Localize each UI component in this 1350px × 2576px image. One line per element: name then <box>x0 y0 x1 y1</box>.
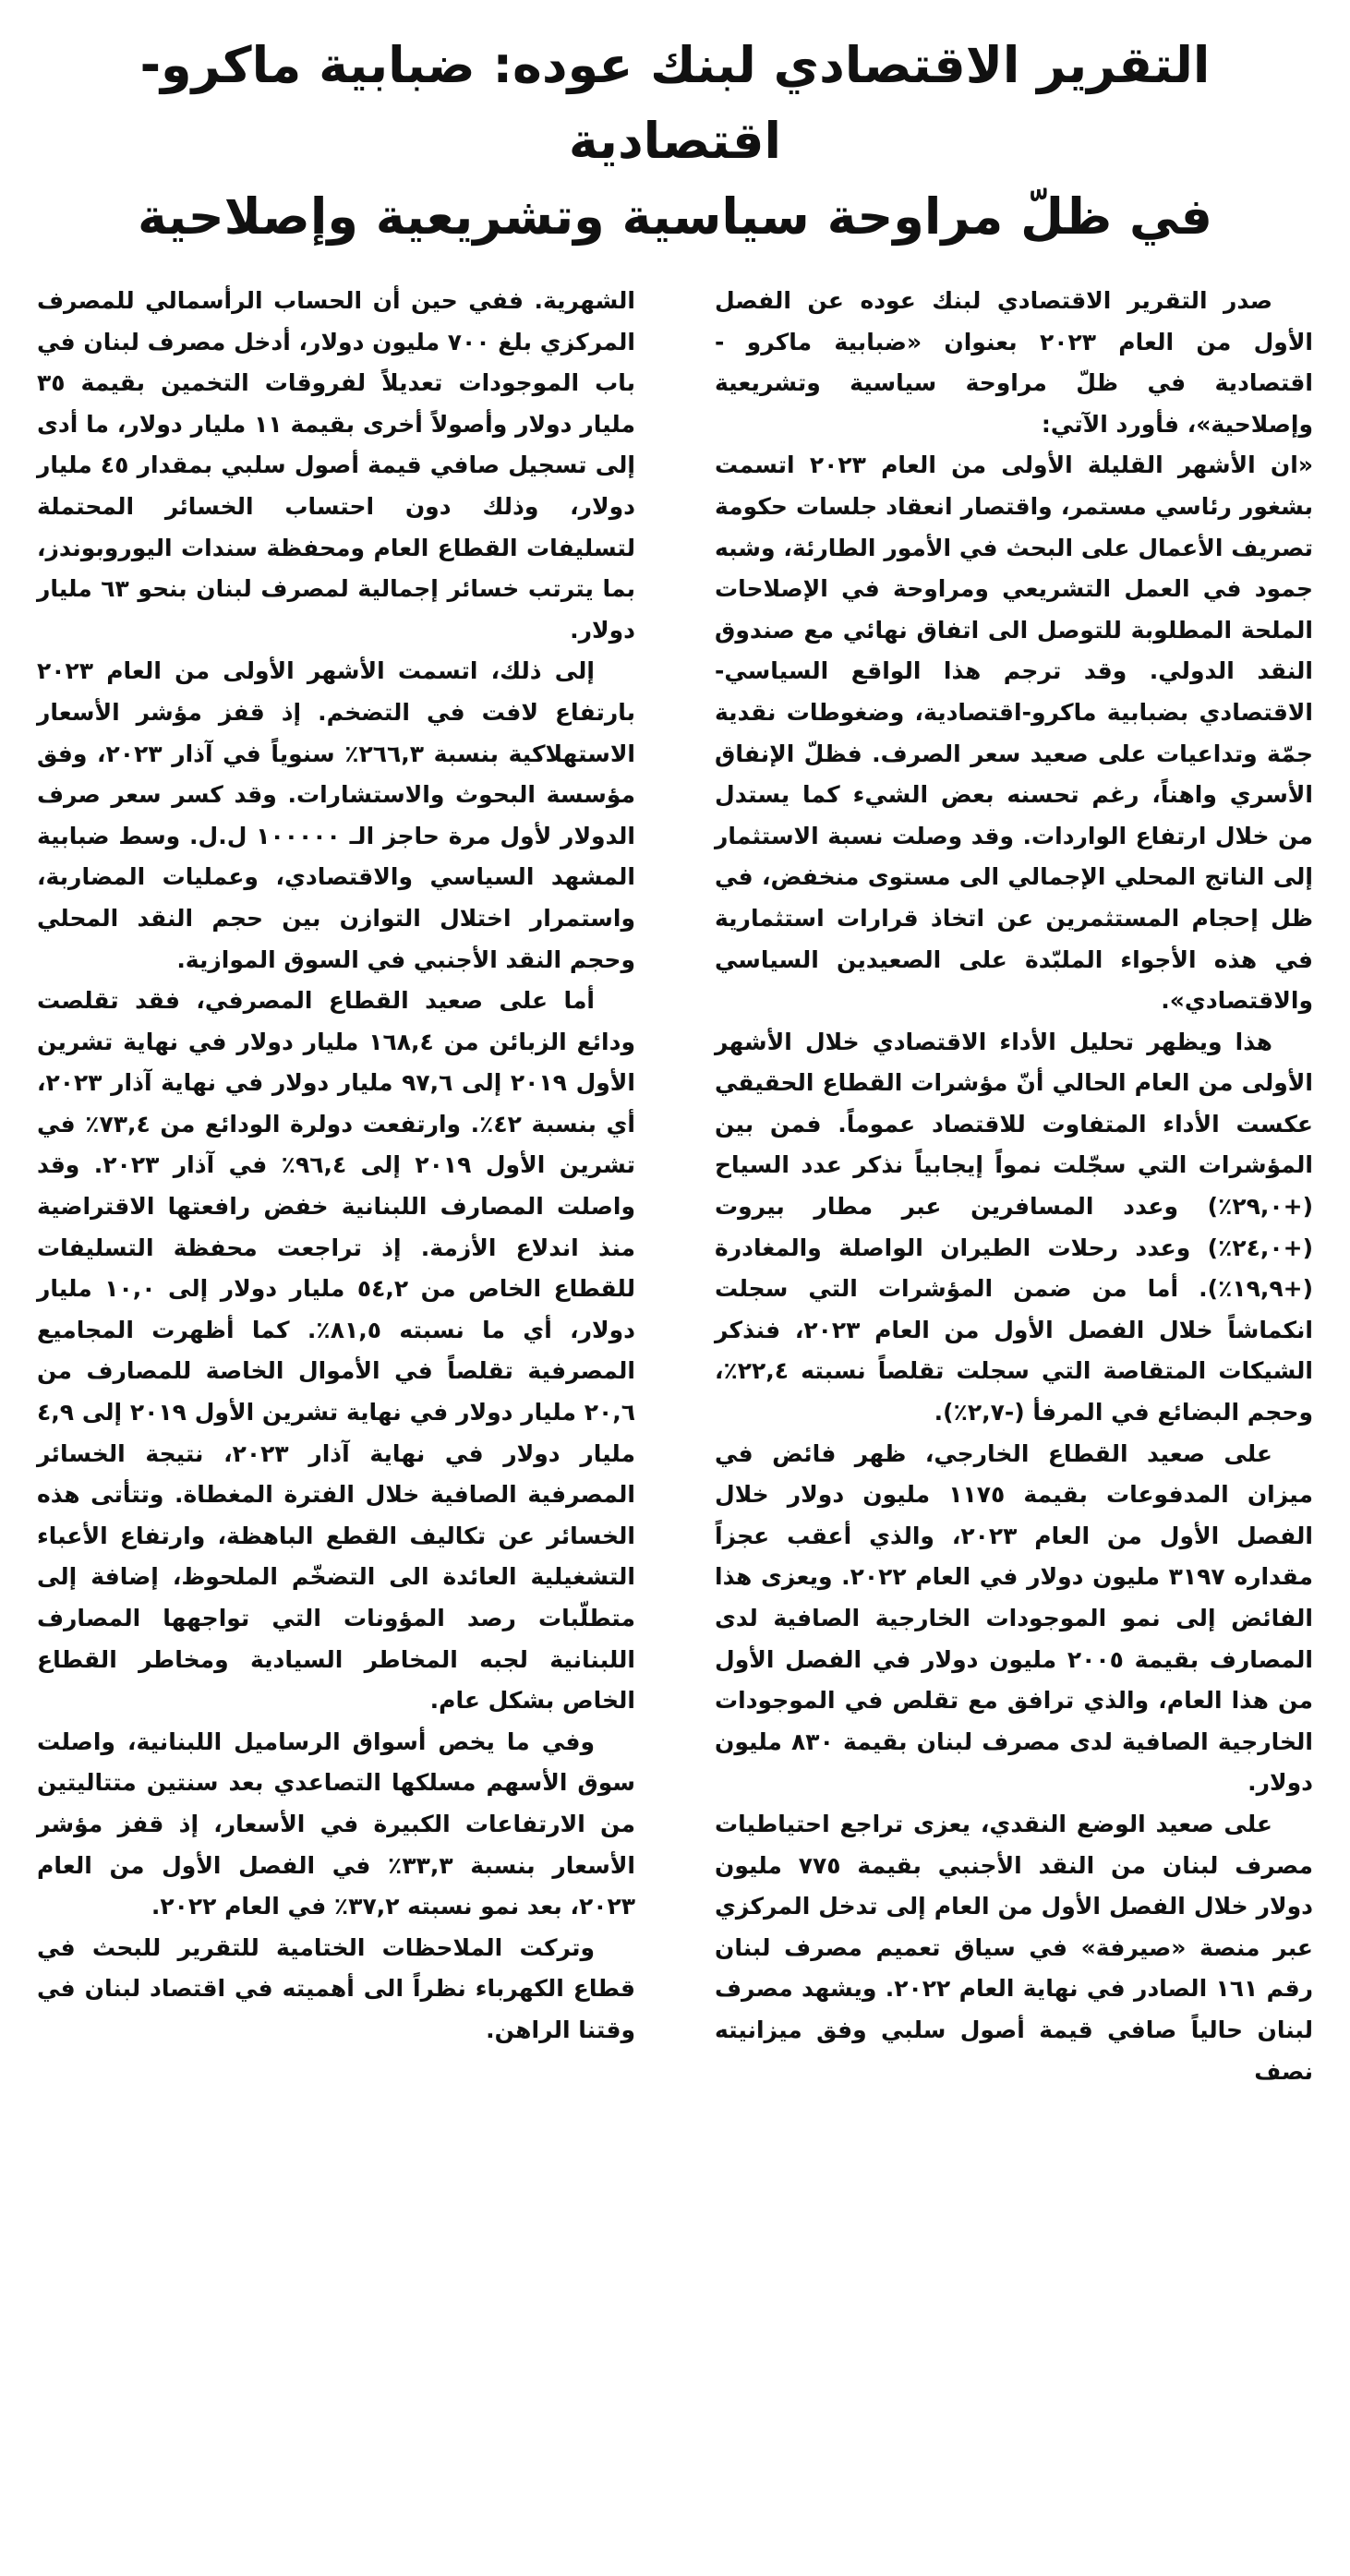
paragraph: هذا ويظهر تحليل الأداء الاقتصادي خلال الأشهر الأولى من العام الحالي أنّ مؤشرات القطاع الحقيقي عكست الأداء المتفاوت للاقتصاد عموماً. فمن بين المؤشرات التي سجّلت نمواً إيجابياً نذكر عدد السياح (+٢٩,٠٪) وعدد المسافرين عبر مطار بيروت (+٢٤,٠٪) وعدد رحلات الطيران الواصلة والمغادرة (+١٩,٩٪). أما من ضمن المؤشرات التي سجلت انكماشاً خلال الفصل الأول من العام ٢٠٢٣، فنذكر الشيكات المتقاصة التي سجلت تقلصاً نسبته ٢٢,٤٪، وحجم البضائع في المرفأ (-٢,٧٪). <box>715 1028 1313 1426</box>
paragraph: «ان الأشهر القليلة الأولى من العام ٢٠٢٣ اتسمت بشغور رئاسي مستمر، واقتصار انعقاد جلسات حكومة تصريف الأعمال على البحث في الأمور الطارئة، وشبه جمود في العمل التشريعي ومراوحة في الإصلاحات الملحة المطلوبة للتوصل الى اتفاق نهائي مع صندوق النقد الدولي. وقد ترجم هذا الواقع السياسي-الاقتصادي بضبابية ماكرو-اقتصادية، وضغوطات نقدية جمّة وتداعيات على صعيد سعر الصرف. فظلّ الإنفاق الأسري واهناً، رغم تحسنه بعض الشيء كما يستدل من خلال ارتفاع الواردات. وقد وصلت نسبة الاستثمار إلى الناتج المحلي الإجمالي الى مستوى منخفض، في ظل إحجام المستثمرين عن اتخاذ قرارات استثمارية في هذه الأجواء الملبّدة على الصعيدين السياسي والاقتصادي». <box>715 451 1313 1015</box>
headline-line-1: التقرير الاقتصادي لبنك عوده: ضبابية ماكرو-اقتصادية <box>139 36 1211 170</box>
paragraph: وفي ما يخص أسواق الرساميل اللبنانية، واصلت سوق الأسهم مسلكها التصاعدي بعد سنتين متتاليتين من الارتفاعات الكبيرة في الأسعار، إذ قفز مؤشر الأسعار بنسبة ٣٣,٣٪ في الفصل الأول من العام ٢٠٢٣، بعد نمو نسبته ٣٧,٢٪ في العام ٢٠٢٢. <box>37 1727 635 1920</box>
headline-line-2: في ظلّ مراوحة سياسية وتشريعية وإصلاحية <box>137 187 1213 246</box>
paragraph: الشهرية. ففي حين أن الحساب الرأسمالي للمصرف المركزي بلغ ٧٠٠ مليون دولار، أدخل مصرف لبنان في باب الموجودات تعديلاً لفروقات التخمين بقيمة ٣٥ مليار دولار وأصولاً أخرى بقيمة ١١ مليار دولار، ما أدى إلى تسجيل صافي قيمة أصول سلبي بمقدار ٤٥ مليار دولار، وذلك دون احتساب الخسائر المحتملة لتسليفات القطاع العام ومحفظة سندات اليوروبوندز، بما يترتب خسائر إجمالية لمصرف لبنان بنحو ٦٣ مليار دولار. <box>37 287 636 644</box>
paragraph: أما على صعيد القطاع المصرفي، فقد تقلصت ودائع الزبائن من ١٦٨,٤ مليار دولار في نهاية تشرين الأول ٢٠١٩ إلى ٩٧,٦ مليار دولار في نهاية آذار ٢٠٢٣، أي بنسبة ٤٢٪. وارتفعت دولرة الودائع من ٧٣,٤٪ في تشرين الأول ٢٠١٩ إلى ٩٦,٤٪ في آذار ٢٠٢٣. وقد واصلت المصارف اللبنانية خفض رافعتها الاقتراضية منذ اندلاع الأزمة. إذ تراجعت محفظة التسليفات للقطاع الخاص من ٥٤,٢ مليار دولار إلى ١٠,٠ مليار دولار، أي ما نسبته ٨١,٥٪. كما أظهرت المجاميع المصرفية تقلصاً في الأموال الخاصة للمصارف من ٢٠,٦ مليار دولار في نهاية تشرين الأول ٢٠١٩ إلى ٤,٩ مليار دولار في نهاية آذار ٢٠٢٣، نتيجة الخسائر المصرفية الصافية خلال الفترة المغطاة. وتتأتى هذه الخسائر عن تكاليف القطع الباهظة، وارتفاع الأعباء التشغيلية العائدة الى التضخّم الملحوظ، إضافة إلى متطلّبات رصد المؤونات التي تواجهها المصارف اللبنانية لجبه المخاطر السيادية ومخاطر القطاع الخاص بشكل عام. <box>37 987 636 1715</box>
paragraph: وتركت الملاحظات الختامية للتقرير للبحث في قطاع الكهرباء نظراً الى أهميته في اقتصاد لبنان في وقتنا الراهن. <box>37 1933 635 2043</box>
paragraph: إلى ذلك، اتسمت الأشهر الأولى من العام ٢٠٢٣ بارتفاع لافت في التضخم. إذ قفز مؤشر الأسعار الاستهلاكية بنسبة ٢٦٦,٣٪ سنوياً في آذار ٢٠٢٣، وفق مؤسسة البحوث والاستشارات. وقد كسر سعر صرف الدولار لأول مرة حاجز الـ ١٠٠٠٠٠ ل.ل. وسط ضبابية المشهد السياسي والاقتصادي، وعمليات المضاربة، واستمرار اختلال التوازن بين حجم النقد المحلي وحجم النقد الأجنبي في السوق الموازية. <box>37 657 635 973</box>
right-column <box>715 281 1313 2092</box>
paragraph: صدر التقرير الاقتصادي لبنك عوده عن الفصل الأول من العام ٢٠٢٣ بعنوان «ضبابية ماكرو - اقتصادية في ظلّ مراوحة سياسية وتشريعية وإصلاحية»، فأورد الآتي: <box>715 287 1313 438</box>
paragraph: على صعيد القطاع الخارجي، ظهر فائض في ميزان المدفوعات بقيمة ١١٧٥ مليون دولار خلال الفصل الأول من العام ٢٠٢٣، والذي أعقب عجزاً مقداره ٣١٩٧ مليون دولار في العام ٢٠٢٢. ويعزى هذا الفائض إلى نمو الموجودات الخارجية الصافية لدى المصارف بقيمة ٢٠٠٥ مليون دولار في الفصل الأول من هذا العام، والذي ترافق مع تقلص في الموجودات الخارجية الصافية لدى مصرف لبنان بقيمة ٨٣٠ مليون دولار. <box>715 1439 1313 1797</box>
headline <box>37 28 1313 255</box>
article-columns <box>37 281 1313 2092</box>
paragraph: على صعيد الوضع النقدي، يعزى تراجع احتياطيات مصرف لبنان من النقد الأجنبي بقيمة ٧٧٥ مليون دولار خلال الفصل الأول من العام إلى تدخل المركزي عبر منصة «صيرفة» في سياق تعميم مصرف لبنان رقم ١٦١ الصادر في نهاية العام ٢٠٢٢. ويشهد مصرف لبنان حالياً صافي قيمة أصول سلبي وفق ميزانيته نصف <box>715 1810 1314 2085</box>
left-column <box>37 281 635 2092</box>
